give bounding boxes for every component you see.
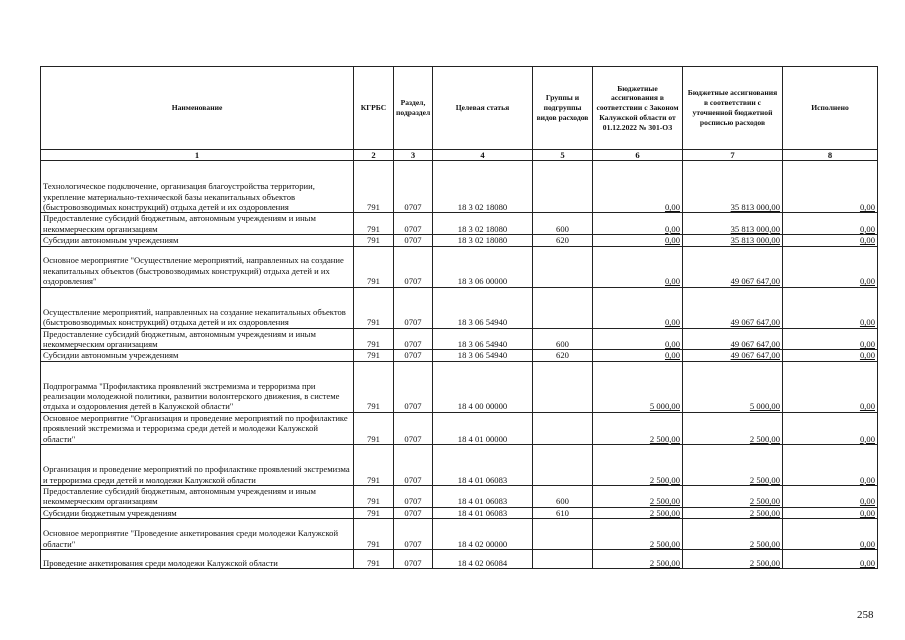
row-refined-value: 2 500,00 — [749, 507, 780, 518]
row-refined-value: 35 813 000,00 — [730, 202, 780, 212]
row-name: Основное мероприятие "Осуществление мероприятий, направленных на создание некапитальных объектов (быстровозводимых конструкций) отдыха детей и их оздоровления" — [41, 246, 354, 287]
row-section: 0707 — [394, 445, 433, 486]
table-row — [41, 361, 878, 412]
row-target: 18 3 06 54940 — [433, 287, 533, 328]
row-refined-value: 49 067 647,00 — [730, 317, 780, 328]
row-name: Субсидии автономным учреждениям — [41, 235, 354, 246]
row-law-value: 2 500,00 — [649, 433, 680, 444]
row-executed-value: 0,00 — [859, 557, 875, 568]
row-refined-value: 49 067 647,00 — [730, 350, 780, 361]
header-row — [41, 67, 878, 150]
row-group — [533, 550, 593, 569]
row-section: 0707 — [394, 328, 433, 350]
row-target: 18 4 01 00000 — [433, 412, 533, 444]
header-section: Раздел, подраздел — [394, 67, 433, 150]
row-refined — [683, 350, 783, 361]
row-group — [533, 412, 593, 444]
row-target: 18 4 00 00000 — [433, 361, 533, 412]
row-refined-value: 35 813 000,00 — [730, 235, 780, 246]
row-law-value: 0,00 — [664, 317, 680, 328]
row-law — [593, 412, 683, 444]
row-section: 0707 — [394, 486, 433, 508]
header-kgrbs: КГРБС — [354, 67, 394, 150]
row-target: 18 3 02 18080 — [433, 235, 533, 246]
row-refined — [683, 550, 783, 569]
table-row — [41, 486, 878, 508]
table-row — [41, 550, 878, 569]
row-refined-value: 2 500,00 — [749, 557, 780, 568]
row-target: 18 4 02 00000 — [433, 519, 533, 550]
row-section: 0707 — [394, 246, 433, 287]
row-executed-value: 0,00 — [859, 474, 875, 485]
row-section: 0707 — [394, 161, 433, 213]
row-group: 600 — [533, 213, 593, 235]
row-executed-value: 0,00 — [859, 276, 875, 287]
row-refined — [683, 161, 783, 213]
row-executed — [783, 246, 878, 287]
row-law — [593, 287, 683, 328]
row-law — [593, 361, 683, 412]
row-refined — [683, 519, 783, 550]
row-executed-value: 0,00 — [859, 339, 875, 350]
row-refined — [683, 507, 783, 518]
table-row — [41, 246, 878, 287]
row-refined — [683, 361, 783, 412]
row-group: 600 — [533, 328, 593, 350]
row-name: Технологическое подключение, организация благоустройства территории, укрепление материально-технической базы некапитальных объектов (быстровозводимых конструкций) отдыха детей и их оздоровления — [41, 161, 354, 213]
row-executed-value: 0,00 — [859, 235, 875, 246]
row-group — [533, 445, 593, 486]
row-name: Предоставление субсидий бюджетным, автономным учреждениям и иным некоммерческим организациям — [41, 328, 354, 350]
row-law-value: 2 500,00 — [649, 496, 680, 507]
row-refined — [683, 328, 783, 350]
row-law — [593, 328, 683, 350]
row-executed — [783, 361, 878, 412]
row-law — [593, 486, 683, 508]
row-target: 18 3 06 54940 — [433, 350, 533, 361]
row-executed — [783, 445, 878, 486]
row-law-value: 2 500,00 — [649, 557, 680, 568]
row-law-value: 2 500,00 — [649, 474, 680, 485]
row-law — [593, 519, 683, 550]
row-law — [593, 445, 683, 486]
row-refined-value: 2 500,00 — [749, 496, 780, 507]
row-section: 0707 — [394, 350, 433, 361]
row-group: 610 — [533, 507, 593, 518]
row-law-value: 0,00 — [664, 339, 680, 350]
row-group: 620 — [533, 235, 593, 246]
row-kgrbs: 791 — [354, 486, 394, 508]
row-group — [533, 287, 593, 328]
row-law-value: 0,00 — [664, 223, 680, 234]
row-target: 18 3 06 00000 — [433, 246, 533, 287]
row-target: 18 4 01 06083 — [433, 507, 533, 518]
row-executed — [783, 550, 878, 569]
budget-table — [40, 66, 878, 569]
row-target: 18 4 01 06083 — [433, 445, 533, 486]
row-kgrbs: 791 — [354, 519, 394, 550]
row-name: Предоставление субсидий бюджетным, автономным учреждениям и иным некоммерческим организациям — [41, 213, 354, 235]
row-executed-value: 0,00 — [859, 496, 875, 507]
table-row — [41, 412, 878, 444]
row-executed — [783, 350, 878, 361]
row-executed — [783, 161, 878, 213]
row-executed — [783, 328, 878, 350]
row-target: 18 3 02 18080 — [433, 161, 533, 213]
row-section: 0707 — [394, 550, 433, 569]
row-law — [593, 350, 683, 361]
page-number: 258 — [857, 609, 874, 621]
row-law — [593, 161, 683, 213]
row-law-value: 0,00 — [664, 276, 680, 287]
row-section: 0707 — [394, 519, 433, 550]
row-kgrbs: 791 — [354, 213, 394, 235]
row-refined — [683, 445, 783, 486]
table-row — [41, 519, 878, 550]
row-executed — [783, 486, 878, 508]
row-section: 0707 — [394, 235, 433, 246]
row-law-value: 0,00 — [664, 350, 680, 361]
row-target: 18 3 02 18080 — [433, 213, 533, 235]
row-refined — [683, 246, 783, 287]
row-refined-value: 49 067 647,00 — [730, 276, 780, 287]
table-row — [41, 235, 878, 246]
row-law — [593, 213, 683, 235]
row-kgrbs: 791 — [354, 412, 394, 444]
row-refined — [683, 213, 783, 235]
row-refined-value: 2 500,00 — [749, 474, 780, 485]
row-kgrbs: 791 — [354, 361, 394, 412]
row-name: Основное мероприятие "Проведение анкетирования среди молодежи Калужской области" — [41, 519, 354, 550]
row-law-value: 2 500,00 — [649, 507, 680, 518]
row-group — [533, 161, 593, 213]
row-law-value: 5 000,00 — [649, 401, 680, 412]
column-number: 7 — [683, 150, 783, 161]
column-number: 3 — [394, 150, 433, 161]
row-refined — [683, 486, 783, 508]
row-group — [533, 519, 593, 550]
table-row — [41, 161, 878, 213]
row-name: Организация и проведение мероприятий по профилактике проявлений экстремизма и терроризма среди детей и молодежи Калужской области — [41, 445, 354, 486]
row-executed-value: 0,00 — [859, 202, 875, 212]
column-number: 6 — [593, 150, 683, 161]
row-refined-value: 35 813 000,00 — [730, 223, 780, 234]
row-kgrbs: 791 — [354, 246, 394, 287]
row-executed-value: 0,00 — [859, 317, 875, 328]
row-section: 0707 — [394, 213, 433, 235]
row-executed — [783, 235, 878, 246]
table-row — [41, 445, 878, 486]
header-groups: Группы и подгруппы видов расходов — [533, 67, 593, 150]
row-law-value: 0,00 — [664, 235, 680, 246]
column-number: 1 — [41, 150, 354, 161]
row-refined-value: 49 067 647,00 — [730, 339, 780, 350]
row-name: Проведение анкетирования среди молодежи Калужской области — [41, 550, 354, 569]
row-kgrbs: 791 — [354, 287, 394, 328]
row-refined-value: 5 000,00 — [749, 401, 780, 412]
column-number: 2 — [354, 150, 394, 161]
row-group: 620 — [533, 350, 593, 361]
row-target: 18 4 02 06084 — [433, 550, 533, 569]
row-section: 0707 — [394, 412, 433, 444]
row-law — [593, 507, 683, 518]
column-number: 5 — [533, 150, 593, 161]
row-target: 18 3 06 54940 — [433, 328, 533, 350]
row-section: 0707 — [394, 287, 433, 328]
row-refined — [683, 412, 783, 444]
column-number-row — [41, 150, 878, 161]
row-kgrbs: 791 — [354, 350, 394, 361]
row-refined — [683, 287, 783, 328]
row-target: 18 4 01 06083 — [433, 486, 533, 508]
row-law-value: 0,00 — [664, 202, 680, 212]
row-executed-value: 0,00 — [859, 507, 875, 518]
row-executed-value: 0,00 — [859, 401, 875, 412]
row-law — [593, 550, 683, 569]
row-executed-value: 0,00 — [859, 433, 875, 444]
row-executed — [783, 213, 878, 235]
row-executed-value: 0,00 — [859, 350, 875, 361]
row-kgrbs: 791 — [354, 328, 394, 350]
row-executed — [783, 507, 878, 518]
row-refined-value: 2 500,00 — [749, 433, 780, 444]
row-law-value: 2 500,00 — [649, 538, 680, 549]
row-group — [533, 246, 593, 287]
row-group — [533, 361, 593, 412]
table-row — [41, 287, 878, 328]
table-body — [41, 161, 878, 569]
row-executed — [783, 519, 878, 550]
row-name: Подпрограмма "Профилактика проявлений экстремизма и терроризма при реализации молодежной политики, развитии волонтерского движения, в системе отдыха и оздоровления детей в Калужской области" — [41, 361, 354, 412]
row-law — [593, 246, 683, 287]
row-law — [593, 235, 683, 246]
column-number: 4 — [433, 150, 533, 161]
row-section: 0707 — [394, 507, 433, 518]
row-kgrbs: 791 — [354, 235, 394, 246]
row-executed — [783, 412, 878, 444]
row-executed-value: 0,00 — [859, 538, 875, 549]
row-name: Субсидии бюджетным учреждениям — [41, 507, 354, 518]
row-name: Предоставление субсидий бюджетным, автономным учреждениям и иным некоммерческим организациям — [41, 486, 354, 508]
table-row — [41, 350, 878, 361]
header-law: Бюджетные ассигнования в соответствии с Законом Калужской области от 01.12.2022 № 301-ОЗ — [593, 67, 683, 150]
row-name: Осуществление мероприятий, направленных на создание некапитальных объектов (быстровозводимых конструкций) отдыха детей и их оздоровления — [41, 287, 354, 328]
row-kgrbs: 791 — [354, 507, 394, 518]
row-kgrbs: 791 — [354, 445, 394, 486]
row-group: 600 — [533, 486, 593, 508]
column-number: 8 — [783, 150, 878, 161]
row-name: Субсидии автономным учреждениям — [41, 350, 354, 361]
row-executed — [783, 287, 878, 328]
row-kgrbs: 791 — [354, 550, 394, 569]
row-refined-value: 2 500,00 — [749, 538, 780, 549]
header-target: Целевая статья — [433, 67, 533, 150]
header-name: Наименование — [41, 67, 354, 150]
table-row — [41, 213, 878, 235]
header-executed: Исполнено — [783, 67, 878, 150]
row-executed-value: 0,00 — [859, 223, 875, 234]
row-kgrbs: 791 — [354, 161, 394, 213]
row-section: 0707 — [394, 361, 433, 412]
table-row — [41, 507, 878, 518]
row-name: Основное мероприятие "Организация и проведение мероприятий по профилактике проявлений экстремизма и терроризма среди детей и молодежи Калужской области" — [41, 412, 354, 444]
row-refined — [683, 235, 783, 246]
header-refined: Бюджетные ассигнования в соответствии с уточненной бюджетной росписью расходов — [683, 67, 783, 150]
table-row — [41, 328, 878, 350]
